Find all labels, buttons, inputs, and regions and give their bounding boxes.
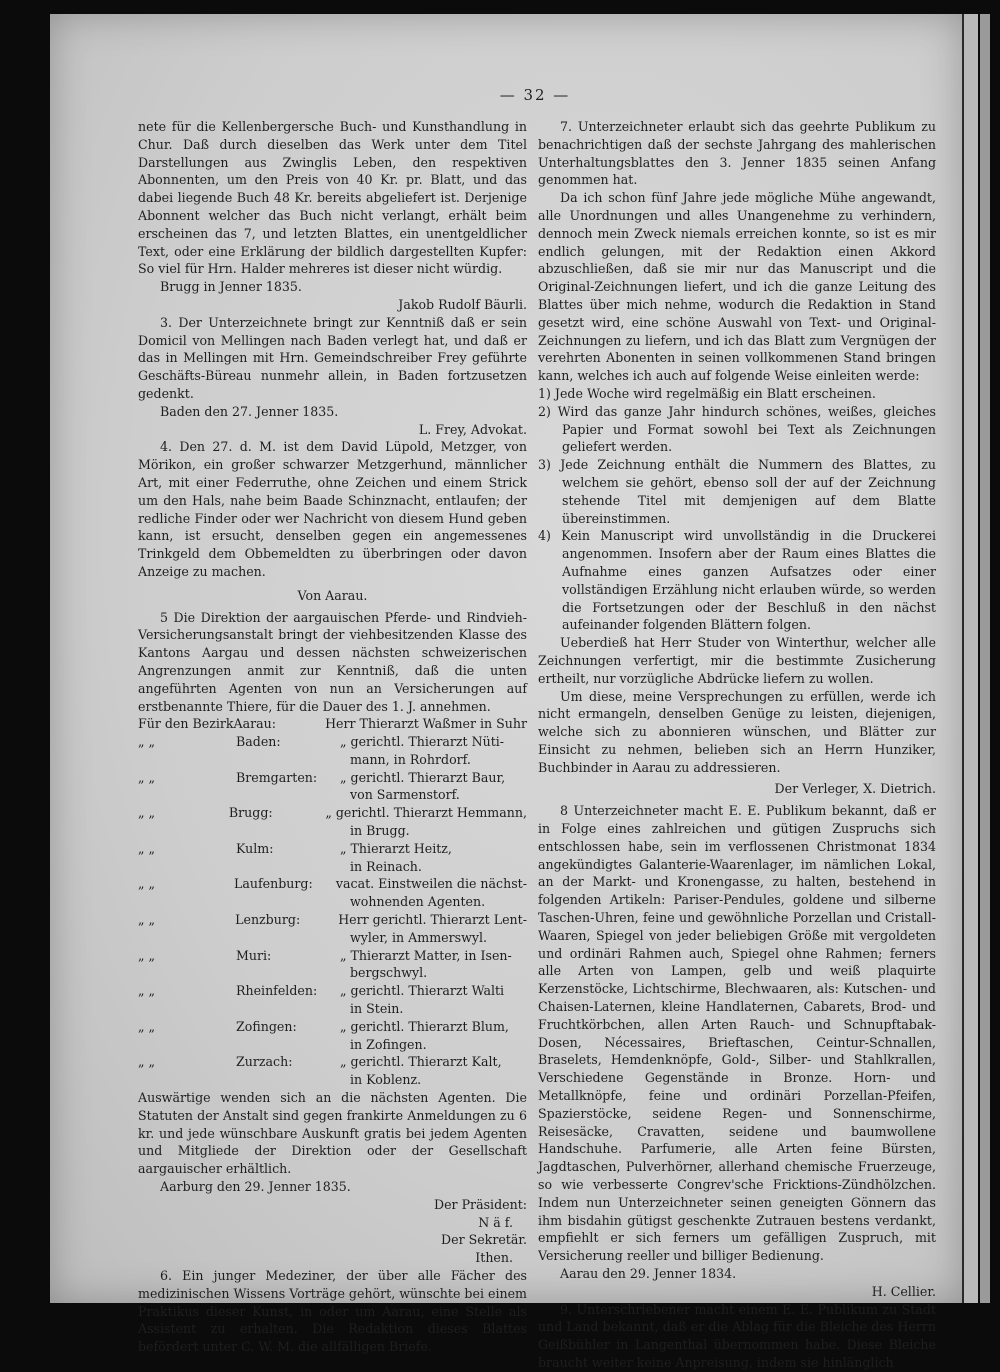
article-paragraph: 7. Unterzeichneter erlaubt sich das geehrte Publikum zu benachrichtigen daß der sechste Jahrgang des mahlerischen Unterhaltungsblattes den 3. Jenner 1835 seinen Anfang genommen hat. (538, 119, 936, 188)
signature-title: Der Präsident: (434, 1196, 527, 1212)
agent-row: „ „ Kulm: „ Thierarzt Heitz, (138, 840, 452, 856)
article-paragraph: 4. Den 27. d. M. ist dem David Lüpold, Metzger, von Mörikon, ein großer schwarzer Metzgerhund, männlicher Art, mit einer Federruthe, ohne Zeichen und einem Strick um den Hals, nahe beim Baade Schinznacht, entlaufen; der redliche Finder oder wer Nachricht von diesem Hund geben kann, ist ersucht, denselben gegen ein angemessenes Trinkgeld dem Obbemeldten zu überbringen oder davon Anzeige zu machen. (138, 439, 527, 579)
signature: Ithen. (475, 1250, 513, 1266)
signature-title: Der Sekretär. (441, 1232, 527, 1248)
agent-row: „ „ Rheinfelden: „ gerichtl. Thierarzt Walti (138, 983, 505, 999)
dateline: Brugg in Jenner 1835. (160, 279, 302, 295)
page-number: — 32 — (499, 86, 571, 104)
article-paragraph: nete für die Kellenbergersche Buch- und Kunsthandlung in Chur. Daß durch dieselben das Werk unter dem Titel Darstellungen aus Zwinglis Leben, den respektiven Abonnenten, um den Preis von 40 Kr. pr. Blatt, und das dabei liegende Buch 48 Kr. bereits abgeliefert ist. Derjenige Abonnent welcher das Buch nicht verlangt, erhält beim erscheinen das 7, und letzten Blattes, ein unentgeldlicher Text, oder eine Erklärung der bildlich dargestellten Kupfer: So viel für Hrn. Halder mehreres ist dieser nicht würdig. (138, 119, 527, 277)
agent-row: „ „ Muri: „ Thierarzt Matter, in Isen- (138, 947, 512, 963)
article-paragraph: 5 Die Direktion der aargauischen Pferde- und Rindvieh-Versicherungsanstalt bringt der viehbesitzenden Klasse des Kantons Aargau und dessen nächsten schweizerischen Angrenzungen anmit zur Kenntniß, daß die unten angeführten Agenten von nun an Versicherungen auf erstbenannte Thiere, für die Dauer des 1. J. annehmen. (138, 609, 527, 714)
article-paragraph: 9. Unterschriebener macht einem E. E. Publikum zu Stadt und Land bekannt, daß er die Ablag für die Bleiche des Herrn Geißbühler in Langenthal übernommen habe. Diese Bleiche braucht weiter keine Anpreisung, indem sie hinlänglich (538, 1301, 936, 1370)
agent-row-cont: in Brugg. (350, 823, 410, 839)
agent-row-cont: wyler, in Ammerswyl. (350, 929, 487, 945)
list-item: 1) Jede Woche wird regelmäßig ein Blatt erscheinen. (538, 385, 876, 401)
agent-row: „ „ Laufenburg: vacat. Einstweilen die nächst- (138, 876, 527, 892)
signature: Der Verleger, X. Dietrich. (774, 781, 936, 797)
numbered-list (538, 385, 936, 634)
signature: H. Cellier. (871, 1283, 936, 1299)
article-paragraph: Ueberdieß hat Herr Studer von Winterthur, welcher alle Zeichnungen verfertigt, mir die bestimmte Zusicherung ertheilt, nur vorzügliche Abdrücke liefern zu wollen. (538, 635, 936, 686)
agent-row-cont: in Zofingen. (350, 1036, 427, 1052)
article-paragraph: 3. Der Unterzeichnete bringt zur Kenntniß daß er sein Domicil von Mellingen nach Baden verlegt hat, und daß er das in Mellingen mit Hrn. Gemeindschreiber Frey geführte Geschäfts-Büreau nunmehr allein, in Baden fortzusetzen gedenkt. (138, 314, 527, 401)
article-paragraph: 6. Ein junger Medeziner, der über alle Fächer des medizinischen Wissens Vorträge gehört, wünschte bei einem Praktikus dieser Kunst, in oder um Aarau, eine Stelle als Assistent zu erhalten. Die Redaktion dieses Blattes befördert unter C. W. M. die allfälligen Briefe. (138, 1268, 527, 1355)
signature: Jakob Rudolf Bäurli. (398, 296, 527, 312)
article-paragraph: Auswärtige wenden sich an die nächsten Agenten. Die Statuten der Anstalt sind gegen frankirte Anmeldungen zu 6 kr. und jede wünschbare Auskunft gratis bei jedem Agenten und Mitgliede der Direktion oder der Gesellschaft aargauischer erhältlich. (138, 1090, 527, 1177)
article-paragraph: Da ich schon fünf Jahre jede mögliche Mühe angewandt, alle Unordnungen und alles Unangenehme zu verhindern, dennoch mein Zweck niemals erreichen konnte, so ist es mir endlich gelungen, mit der Redaktion einen Akkord abzuschließen, daß sie mir nur das Manuscript und die Original-Zeichnungen liefert, und ich die ganze Leitung des Blattes über mich nehme, wodurch die Redaktion in Stand gesetzt wird, eine schöne Auswahl von Text- und Original-Zeichnungen zu liefern, und ich das Blatt zum Vergnügen der verehrten Abonenten in seinen vollkommenen Stand bringen kann, welches ich auch auf folgende Weise einleiten werde: (538, 190, 936, 384)
dateline: Baden den 27. Jenner 1835. (160, 403, 339, 419)
page-edge (962, 14, 978, 1303)
agent-row-cont: von Sarmenstorf. (350, 787, 460, 803)
dateline: Aarau den 29. Jenner 1834. (560, 1266, 737, 1281)
agent-row-cont: mann, in Rohrdorf. (350, 751, 471, 767)
agent-row: „ „ Zofingen: „ gerichtl. Thierarzt Blum, (138, 1018, 509, 1034)
left-column (138, 118, 527, 1356)
right-column (538, 118, 936, 1372)
agent-row-cont: bergschwyl. (350, 965, 428, 981)
list-item: 4) Kein Manuscript wird unvollständig in die Druckerei angenommen. Insofern aber der Raum eines Blattes die Aufnahme eines ganzen Aufsatzes oder einer vollständigen Erzählung nicht erlauben würde, so werden die Fortsetzungen oder der Beschluß in den nächst aufeinander folgenden Blättern folgen. (538, 528, 936, 633)
section-heading: Von Aarau. (297, 587, 368, 603)
agent-row: „ „ Zurzach: „ gerichtl. Thierarzt Kalt, (138, 1054, 502, 1070)
list-item: 3) Jede Zeichnung enthält die Nummern des Blattes, zu welchem sie gehört, ebenso soll der auf der Zeichnung stehende Titel mit demjenigen auf dem Blatte übereinstimmen. (538, 457, 936, 526)
page-edge-shadow (980, 14, 990, 1303)
dateline: Aarburg den 29. Jenner 1835. (160, 1179, 351, 1195)
signature: L. Frey, Advokat. (418, 421, 527, 437)
list-item: 2) Wird das ganze Jahr hindurch schönes, weißes, gleiches Papier und Format sowohl bei Text als Zeichnungen geliefert werden. (538, 403, 936, 455)
agent-row-cont: in Stein. (350, 1001, 404, 1017)
agent-row-cont: wohnenden Agenten. (350, 894, 486, 910)
agent-row: Für den Bezirk Aarau: Herr Thierarzt Waßmer in Suhr (138, 716, 527, 732)
article-paragraph: Um diese, meine Versprechungen zu erfüllen, werde ich nicht ermangeln, denselben Genüge zu leisten, diejenigen, welche sich zu abonnieren wünschen, und Blätter zur Einsicht zu nehmen, belieben sich an Herrn Hunziker, Buchbinder in Aarau zu addressieren. (538, 688, 936, 775)
agent-row-cont: in Reinach. (350, 858, 422, 874)
agent-row: „ „ Bremgarten: „ gerichtl. Thierarzt Baur, (138, 769, 506, 785)
signature: N ä f. (478, 1214, 513, 1230)
agent-row: „ „ Brugg: „ gerichtl. Thierarzt Hemmann, (138, 805, 527, 821)
agent-row-cont: in Koblenz. (350, 1072, 422, 1088)
agent-row: „ „ Lenzburg: Herr gerichtl. Thierarzt Lent- (138, 912, 527, 928)
agent-row: „ „ Baden: „ gerichtl. Thierarzt Nüti- (138, 734, 505, 750)
agent-list (138, 715, 527, 1089)
article-paragraph: 8 Unterzeichneter macht E. E. Publikum bekannt, daß er in Folge eines zahlreichen und gütigen Zuspruchs sich entschlossen habe, sein im verflossenen Christmonat 1834 angekündigtes Galanterie-Waarenlager, im nämlichen Lokal, an der Markt- und Kronengasse, zu halten, bestehend in folgenden Artikeln: Pariser-Pendules, goldene und silberne Taschen-Uhren, feine und gewöhnliche Porzellan und Cristall-Waaren, Spiegel von jeder beliebigen Größe mit vergoldeten und ordinäri Rahmen auch, Spiegel ohne Rahmen; ferners alle Arten von Lampen, gelb und weiß plaquirte Kerzenstöcke, Lichtschirme, Blechwaaren, als: Kutschen- und Chaisen-Laternen, kleine Handlaternen, Cabarets, Brod- und Fruchtkörbchen, allen Arten Rauch- und Schnupftabak-Dosen, Nécessaires, Brieftaschen, Ceintur-Schnallen, Braselets, Hemdenknöpfe, Gold-, Silber- und Stahlkrallen, Verschiedene Gegenstände in Bronze. Horn- und Metallknöpfe, feine und ordinäri Porzellan-Pfeifen, Spazierstöcke, seidene Regen- und Sonnenschirme, Reisesäcke, Cravatten, seidene und baumwollene Handschuhe. Parfumerie, alle Arten feine Bürsten, Jagdtaschen, Pulverhörner, allerhand chemische Fruerzeuge, so wie verbesserte Congrev'sche Fricktions-Zündhölzchen. Indem nun Unterzeichneter seinen geneigten Gönnern das ihm bisdahin gütigst geschenkte Zutrauen bestens verdankt, empfiehlt er sich ferners um gefälligen Zuspruch, mit Versicherung reeller und billiger Bedienung. (538, 803, 936, 1264)
